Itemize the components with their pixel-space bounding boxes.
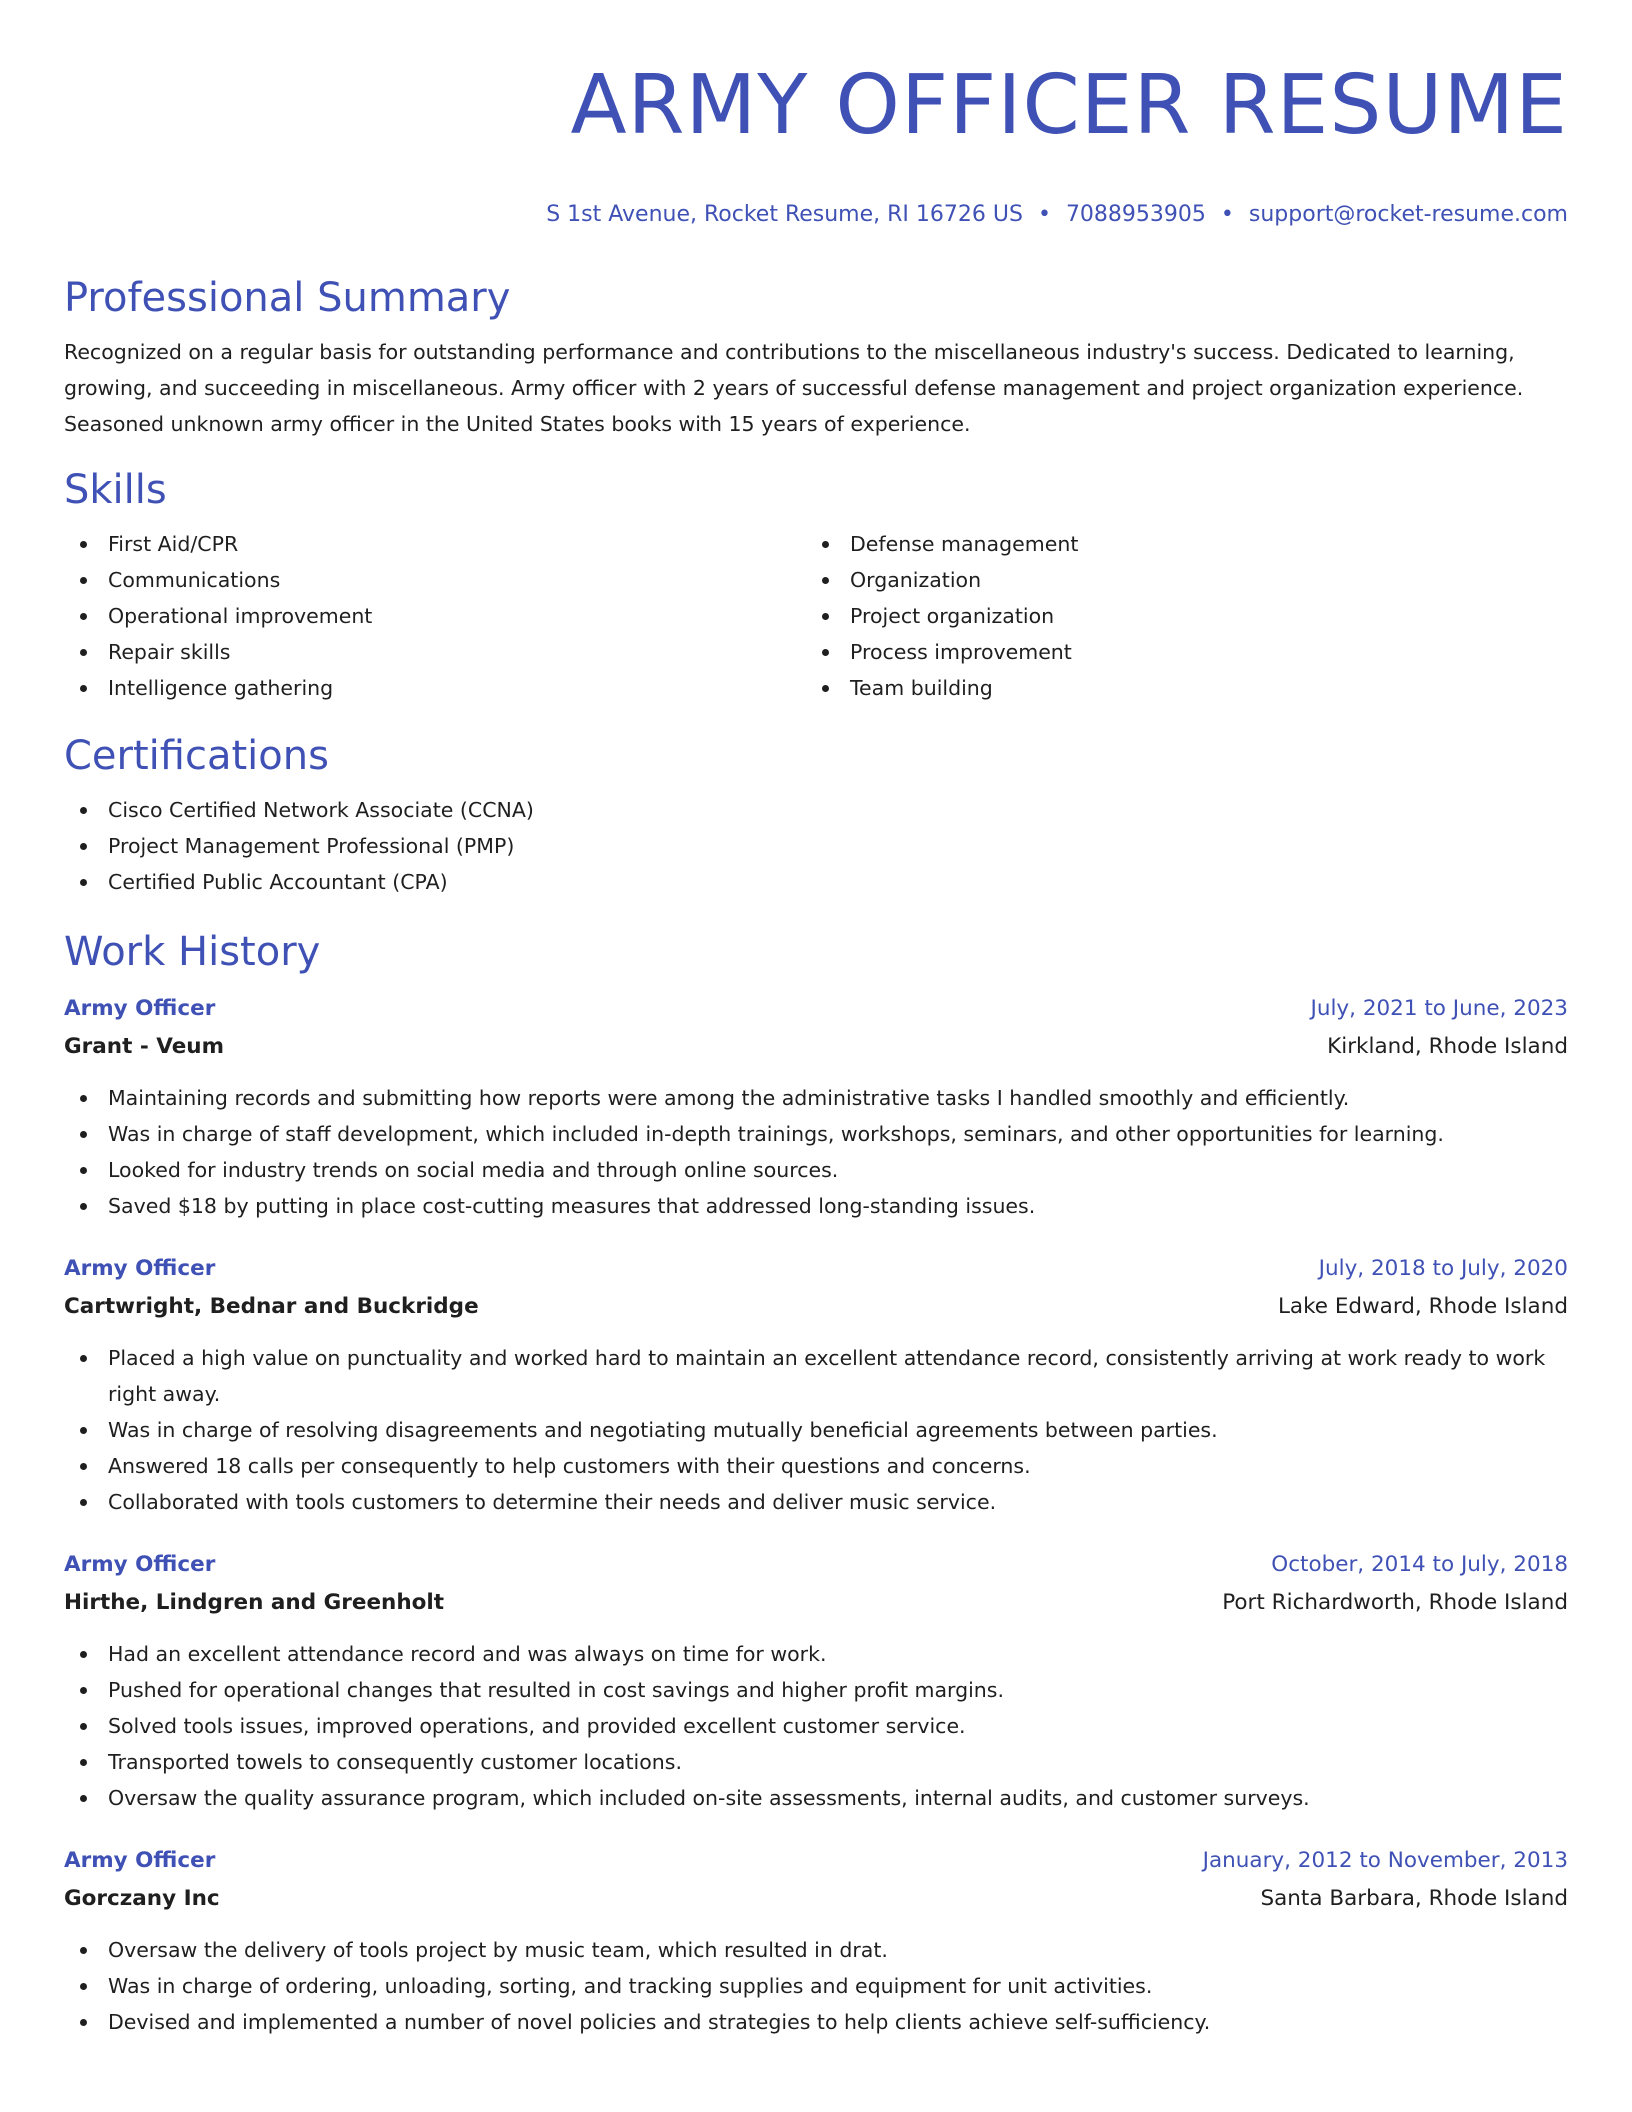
skill-item: Intelligence gathering bbox=[64, 670, 806, 706]
certifications-heading: Certifications bbox=[64, 733, 329, 779]
resume-page bbox=[64, 0, 1568, 2040]
job-dates: January, 2012 to November, 2013 bbox=[1202, 1848, 1568, 1873]
resume-title: ARMY OFFICER RESUME bbox=[570, 58, 1568, 153]
skill-item: Organization bbox=[806, 562, 1548, 598]
skills-list-left bbox=[64, 526, 806, 706]
job-role: Army Officer bbox=[64, 1256, 216, 1281]
summary-text: Recognized on a regular basis for outstanding performance and contributions to the miscellaneous industry's success. Dedicated to learning, growing, and succeeding in miscellaneous. Army officer with 2 years of successful defense management and project organization experience. Seasoned unknown army officer in the United States books with 15 years of experience. bbox=[64, 340, 1524, 436]
work-history-section bbox=[64, 924, 1568, 2040]
contact-address: S 1st Avenue, Rocket Resume, RI 16726 US bbox=[546, 202, 1023, 227]
skill-item: Repair skills bbox=[64, 634, 806, 670]
job-bullet: Maintaining records and submitting how reports were among the administrative tasks I handled smoothly and efficiently. bbox=[64, 1080, 1568, 1116]
contact-line bbox=[64, 200, 1568, 230]
job-bullet: Saved $18 by putting in place cost-cutting measures that addressed long-standing issues. bbox=[64, 1188, 1568, 1224]
job-company: Cartwright, Bednar and Buckridge bbox=[64, 1294, 479, 1319]
certification-item: Cisco Certified Network Associate (CCNA) bbox=[64, 792, 1568, 828]
job-bullet: Had an excellent attendance record and was always on time for work. bbox=[64, 1636, 1568, 1672]
summary-heading: Professional Summary bbox=[64, 275, 511, 321]
job-location: Kirkland, Rhode Island bbox=[1327, 1034, 1568, 1059]
job-role-row bbox=[64, 1546, 1568, 1584]
job-dates: July, 2018 to July, 2020 bbox=[1318, 1256, 1568, 1281]
skill-item: Team building bbox=[806, 670, 1548, 706]
contact-separator: • bbox=[1037, 202, 1051, 227]
skills-heading: Skills bbox=[64, 467, 167, 513]
job-bullets bbox=[64, 1636, 1568, 1816]
summary-section bbox=[64, 270, 1568, 442]
skills-grid bbox=[64, 526, 1568, 706]
job-bullet: Answered 18 calls per consequently to help customers with their questions and concerns. bbox=[64, 1448, 1568, 1484]
job-bullet: Placed a high value on punctuality and worked hard to maintain an excellent attendance record, consistently arriving at work ready to work right away. bbox=[64, 1340, 1568, 1412]
skill-item: Operational improvement bbox=[64, 598, 806, 634]
work-history-heading: Work History bbox=[64, 929, 321, 975]
certifications-list bbox=[64, 792, 1568, 900]
job-bullet: Oversaw the quality assurance program, which included on-site assessments, internal audits, and customer surveys. bbox=[64, 1780, 1568, 1816]
job-bullet: Pushed for operational changes that resulted in cost savings and higher profit margins. bbox=[64, 1672, 1568, 1708]
job-bullet: Was in charge of resolving disagreements and negotiating mutually beneficial agreements between parties. bbox=[64, 1412, 1568, 1448]
contact-phone: 7088953905 bbox=[1065, 202, 1206, 227]
job-role-row bbox=[64, 1842, 1568, 1880]
contact-separator: • bbox=[1220, 202, 1234, 227]
job-company: Gorczany Inc bbox=[64, 1886, 220, 1911]
job-company-row bbox=[64, 1288, 1568, 1326]
job-company-row bbox=[64, 1880, 1568, 1918]
skills-list-right bbox=[806, 526, 1548, 706]
job-role-row bbox=[64, 990, 1568, 1028]
job-entry bbox=[64, 1842, 1568, 2040]
certifications-section bbox=[64, 728, 1568, 900]
job-role: Army Officer bbox=[64, 1848, 216, 1873]
job-bullet: Oversaw the delivery of tools project by music team, which resulted in drat. bbox=[64, 1932, 1568, 1968]
skill-item: Defense management bbox=[806, 526, 1548, 562]
contact-email: support@rocket-resume.com bbox=[1248, 202, 1568, 227]
skill-item: Project organization bbox=[806, 598, 1548, 634]
job-location: Santa Barbara, Rhode Island bbox=[1260, 1886, 1568, 1911]
certification-item: Project Management Professional (PMP) bbox=[64, 828, 1568, 864]
job-company: Hirthe, Lindgren and Greenholt bbox=[64, 1590, 445, 1615]
job-bullet: Looked for industry trends on social media and through online sources. bbox=[64, 1152, 1568, 1188]
skill-item: Communications bbox=[64, 562, 806, 598]
job-location: Lake Edward, Rhode Island bbox=[1277, 1294, 1568, 1319]
job-entry bbox=[64, 1546, 1568, 1816]
job-role: Army Officer bbox=[64, 996, 216, 1021]
job-company-row bbox=[64, 1028, 1568, 1066]
job-bullets bbox=[64, 1080, 1568, 1224]
job-bullets bbox=[64, 1932, 1568, 2040]
job-company: Grant - Veum bbox=[64, 1034, 224, 1059]
job-entry bbox=[64, 1250, 1568, 1520]
job-role: Army Officer bbox=[64, 1552, 216, 1577]
skills-section bbox=[64, 462, 1568, 706]
job-entry bbox=[64, 990, 1568, 1224]
job-bullet: Transported towels to consequently customer locations. bbox=[64, 1744, 1568, 1780]
job-bullet: Collaborated with tools customers to determine their needs and deliver music service. bbox=[64, 1484, 1568, 1520]
job-bullets bbox=[64, 1340, 1568, 1520]
job-bullet: Devised and implemented a number of novel policies and strategies to help clients achieve self-sufficiency. bbox=[64, 2004, 1568, 2040]
job-company-row bbox=[64, 1584, 1568, 1622]
skill-item: Process improvement bbox=[806, 634, 1548, 670]
skill-item: First Aid/CPR bbox=[64, 526, 806, 562]
certification-item: Certified Public Accountant (CPA) bbox=[64, 864, 1568, 900]
job-bullet: Solved tools issues, improved operations, and provided excellent customer service. bbox=[64, 1708, 1568, 1744]
job-role-row bbox=[64, 1250, 1568, 1288]
job-location: Port Richardworth, Rhode Island bbox=[1222, 1590, 1568, 1615]
job-dates: October, 2014 to July, 2018 bbox=[1271, 1552, 1568, 1577]
job-bullet: Was in charge of ordering, unloading, sorting, and tracking supplies and equipment for unit activities. bbox=[64, 1968, 1568, 2004]
job-bullet: Was in charge of staff development, which included in-depth trainings, workshops, seminars, and other opportunities for learning. bbox=[64, 1116, 1568, 1152]
job-dates: July, 2021 to June, 2023 bbox=[1310, 996, 1568, 1021]
